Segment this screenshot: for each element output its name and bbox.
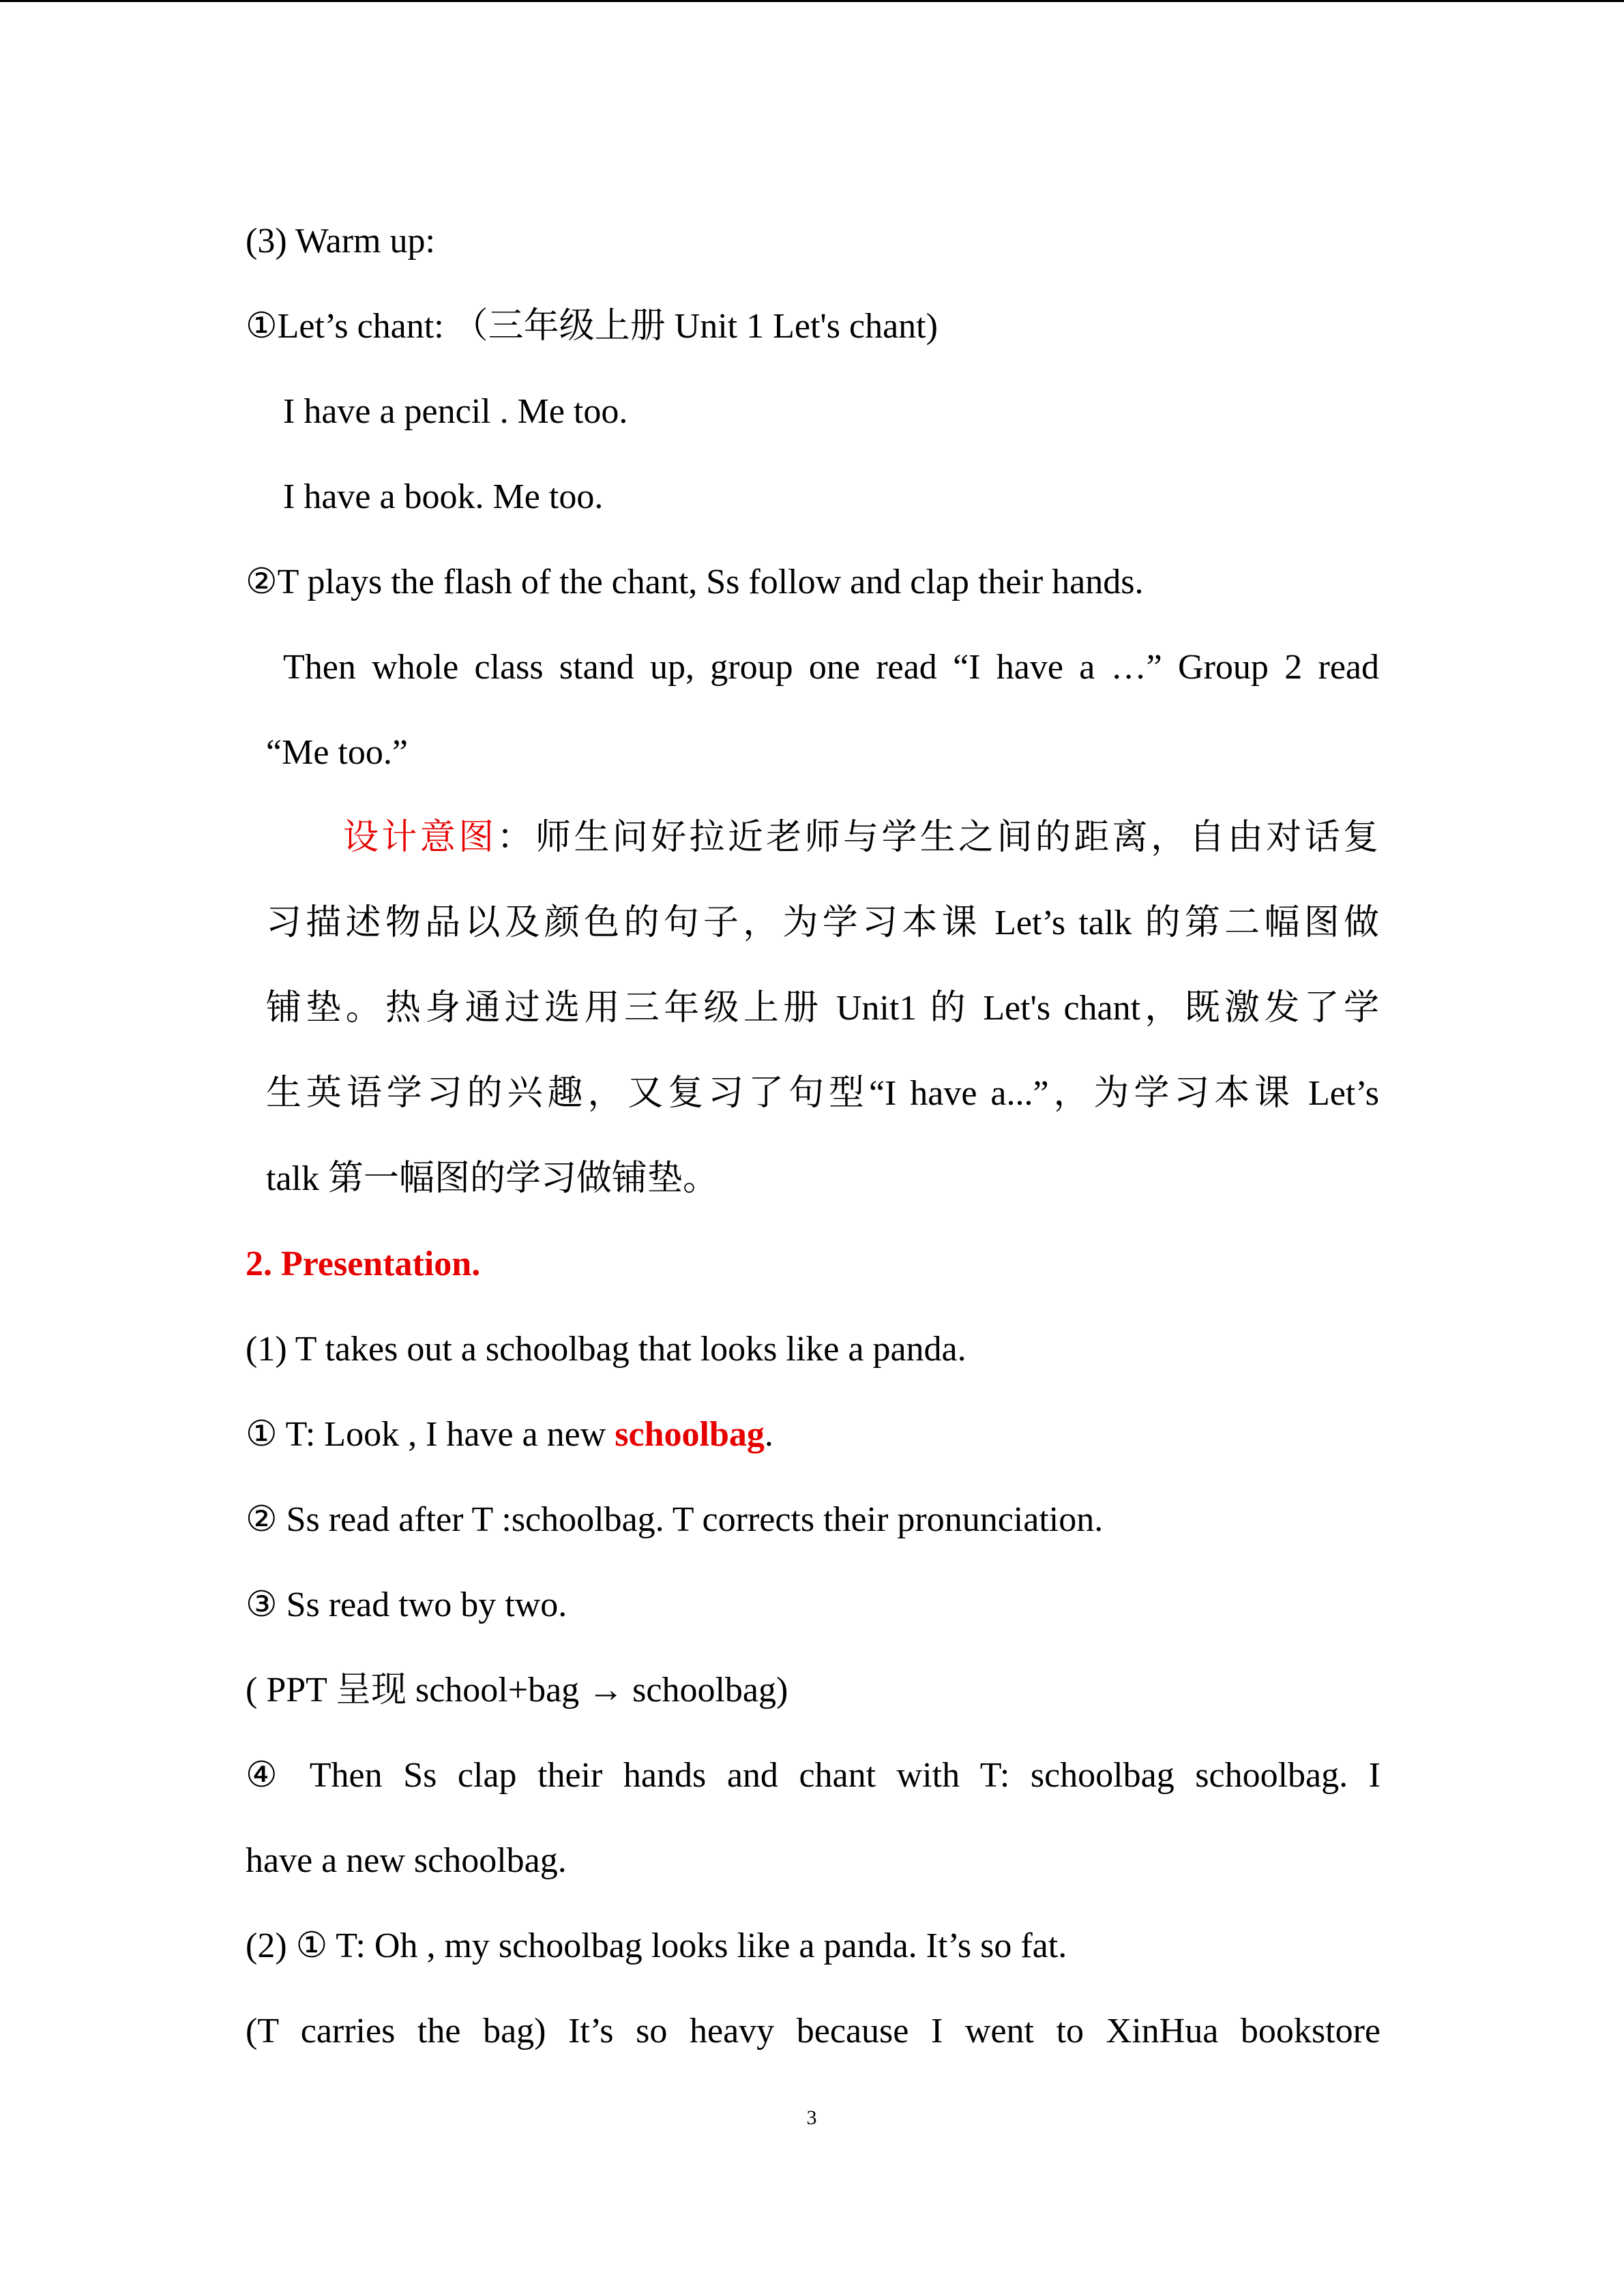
warm-up-heading: (3) Warm up: — [246, 222, 435, 260]
design-intent-line-2: 习描述物品以及颜色的句子，为学习本课 Let’s talk 的第二幅图做 — [266, 904, 1379, 942]
presentation-step-1: (1) T takes out a schoolbag that looks like a panda. — [246, 1330, 966, 1369]
schoolbag-keyword: schoolbag — [615, 1415, 765, 1454]
design-intent-line-4: 生英语学习的兴趣，又复习了句型“I have a...”，为学习本课 Let’s — [266, 1074, 1379, 1113]
presentation-step-heavy: (T carries the bag) It’s so heavy because I went to XinHua bookstore — [246, 2012, 1381, 2051]
look-suffix: . — [764, 1415, 773, 1454]
look-prefix: ① T: Look , I have a new — [246, 1415, 615, 1454]
design-intent-label: 设计意图 — [343, 818, 497, 857]
presentation-step-read-after: ② Ss read after T :schoolbag. T corrects their pronunciation. — [246, 1500, 1104, 1539]
presentation-heading: 2. Presentation. — [246, 1244, 481, 1283]
presentation-step-chant-continuation: have a new schoolbag. — [246, 1841, 567, 1880]
group-read-continuation: “Me too.” — [266, 733, 408, 772]
chant-line-2: I have a book. Me too. — [283, 477, 604, 516]
flash-instruction: ②T plays the flash of the chant, Ss follow and clap their hands. — [246, 563, 1144, 601]
chant-line-1: I have a pencil . Me too. — [283, 392, 628, 431]
page-number: 3 — [806, 2106, 817, 2129]
chant-intro: ①Let’s chant: （三年级上册 Unit 1 Let's chant) — [246, 307, 938, 346]
top-border — [0, 0, 1624, 2]
presentation-step-two-by-two: ③ Ss read two by two. — [246, 1585, 567, 1624]
design-intent-text-1: ：师生问好拉近老师与学生之间的距离，自由对话复 — [497, 818, 1378, 857]
design-intent-line-5: talk 第一幅图的学习做铺垫。 — [266, 1159, 718, 1198]
ppt-note: ( PPT 呈现 school+bag → schoolbag) — [246, 1671, 788, 1710]
presentation-step-look — [246, 1413, 773, 1457]
group-read-instruction: Then whole class stand up, group one read “I have a …” Group 2 read — [283, 648, 1379, 687]
design-intent-line-3: 铺垫。热身通过选用三年级上册 Unit1 的 Let's chant，既激发了学 — [266, 989, 1379, 1028]
presentation-step-chant: ④ Then Ss clap their hands and chant with T: schoolbag schoolbag. I — [246, 1756, 1381, 1795]
presentation-step-panda: (2) ① T: Oh , my schoolbag looks like a panda. It’s so fat. — [246, 1926, 1067, 1965]
design-intent-line-1 — [343, 816, 1378, 860]
